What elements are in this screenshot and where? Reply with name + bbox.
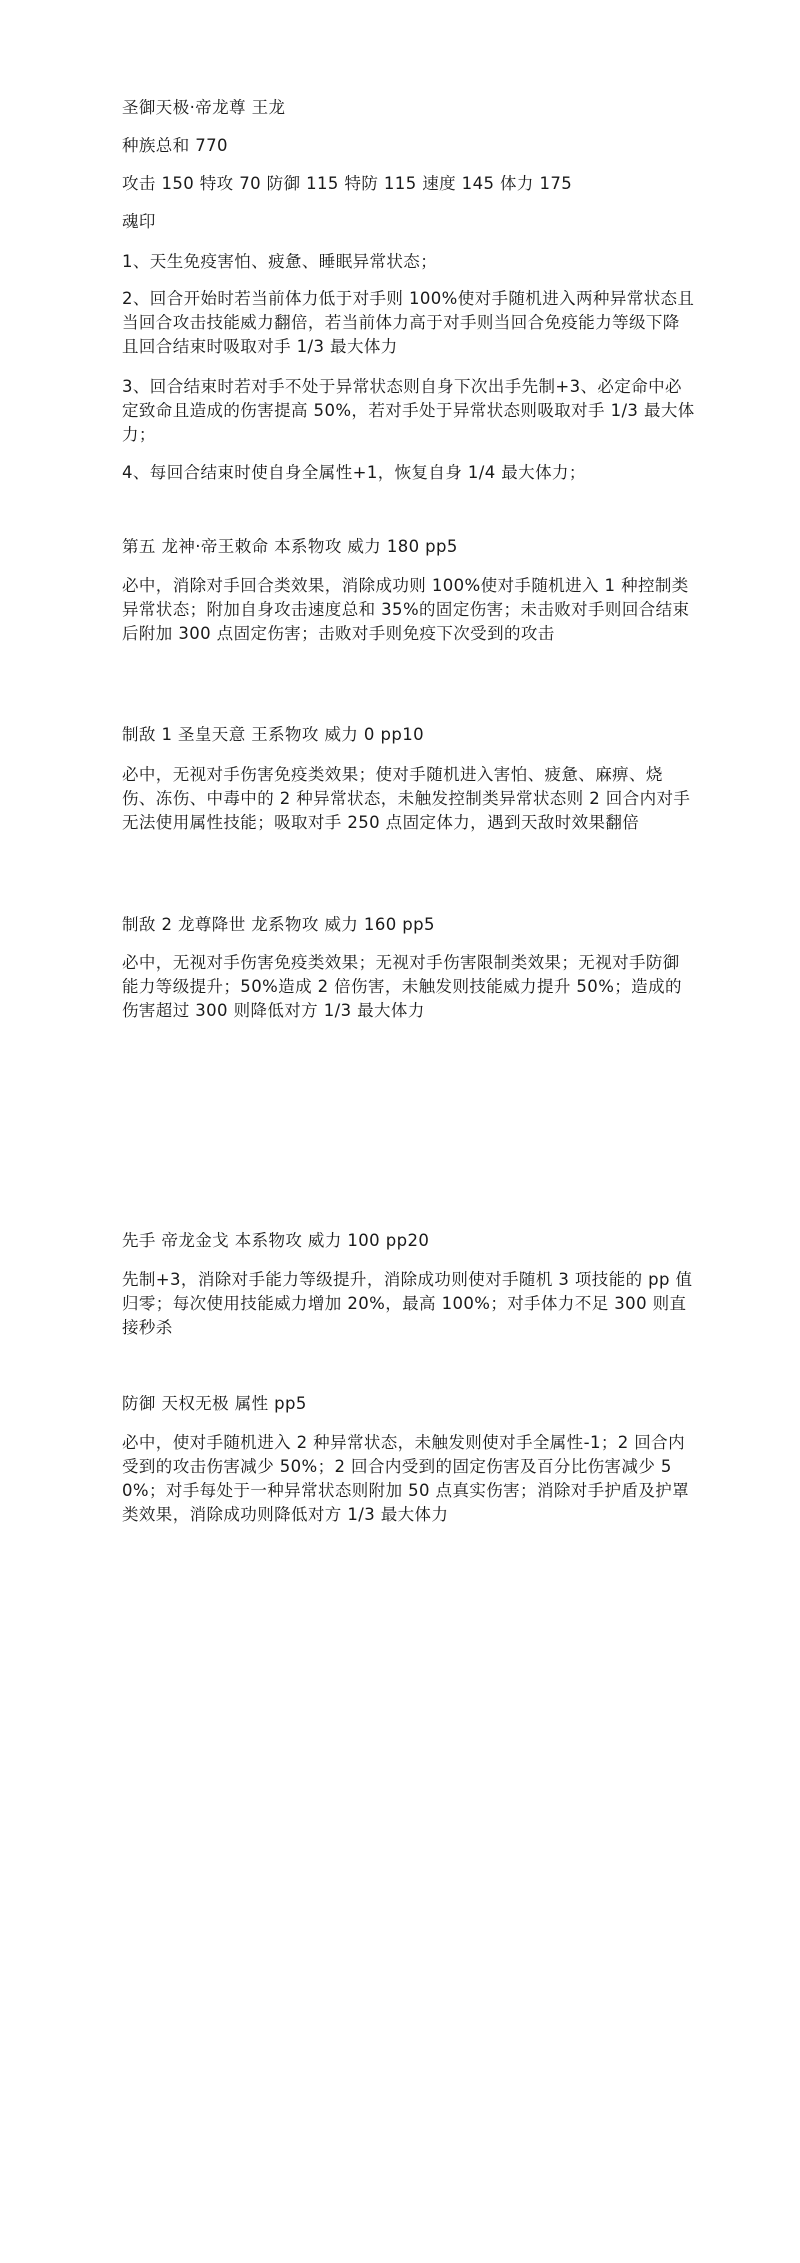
soul-mark-item-2: 2、回合开始时若当前体力低于对手则 100%使对手随机进入两种异常状态且当回合攻击技能威力翻倍，若当前体力高于对手则当回合免疫能力等级下降且回合结束时吸取对手 1/3 最大体力 — [122, 289, 695, 356]
skill-3-description: 必中，无视对手伤害免疫类效果；无视对手伤害限制类效果；无视对手防御能力等级提升；50%造成 2 倍伤害，未触发则技能威力提升 50%；造成的伤害超过 300 则降低对方 1/3 最大体力 — [122, 953, 682, 1020]
soul-mark-item-4: 4、每回合结束时使自身全属性+1，恢复自身 1/4 最大体力； — [122, 463, 586, 482]
skill-4-description: 先制+3，消除对手能力等级提升，消除成功则使对手随机 3 项技能的 pp 值归零；每次使用技能威力增加 20%，最高 100%；对手体力不足 300 则直接秒杀 — [122, 1270, 693, 1337]
race-total: 种族总和 770 — [122, 136, 228, 155]
stats-line: 攻击 150 特攻 70 防御 115 特防 115 速度 145 体力 175 — [122, 174, 573, 193]
page-title: 圣御天极·帝龙尊 王龙 — [122, 98, 286, 117]
skill-4-title: 先手 帝龙金戈 本系物攻 威力 100 pp20 — [122, 1231, 430, 1250]
skill-2-description: 必中，无视对手伤害免疫类效果；使对手随机进入害怕、疲惫、麻痹、烧伤、冻伤、中毒中的 2 种异常状态，未触发控制类异常状态则 2 回合内对手无法使用属性技能；吸取对手 250 点固定体力，遇到天敌时效果翻倍 — [122, 765, 691, 832]
skill-5-description: 必中，使对手随机进入 2 种异常状态，未触发则使对手全属性-1；2 回合内受到的攻击伤害减少 50%；2 回合内受到的固定伤害及百分比伤害减少 50%；对手每处于一种异常状态则附加 50 点真实伤害；消除对手护盾及护罩类效果，消除成功则降低对方 1/3 最大体力 — [122, 1433, 690, 1524]
soul-mark-heading: 魂印 — [122, 212, 156, 231]
soul-mark-item-1: 1、天生免疫害怕、疲惫、睡眠异常状态； — [122, 252, 438, 271]
skill-3-title: 制敌 2 龙尊降世 龙系物攻 威力 160 pp5 — [122, 915, 435, 934]
skill-1-title: 第五 龙神·帝王敕命 本系物攻 威力 180 pp5 — [122, 537, 458, 556]
skill-5-title: 防御 天权无极 属性 pp5 — [122, 1394, 307, 1413]
soul-mark-item-3: 3、回合结束时若对手不处于异常状态则自身下次出手先制+3、必定命中必定致命且造成的伤害提高 50%，若对手处于异常状态则吸取对手 1/3 最大体力； — [122, 377, 695, 444]
skill-2-title: 制敌 1 圣皇天意 王系物攻 威力 0 pp10 — [122, 725, 425, 744]
skill-1-description: 必中，消除对手回合类效果，消除成功则 100%使对手随机进入 1 种控制类异常状态；附加自身攻击速度总和 35%的固定伤害；未击败对手则回合结束后附加 300 点固定伤害；击败对手则免疫下次受到的攻击 — [122, 576, 690, 643]
